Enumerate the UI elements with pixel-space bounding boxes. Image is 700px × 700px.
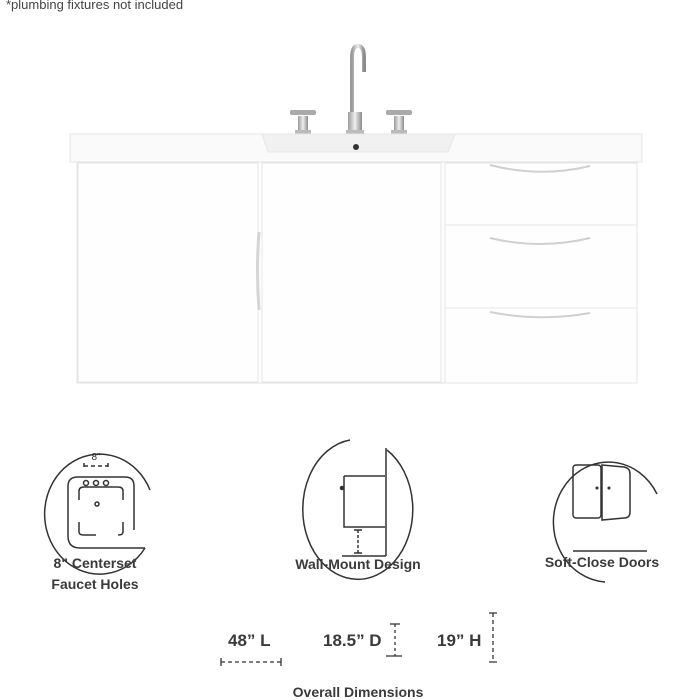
countertop	[70, 134, 642, 162]
height-marker	[489, 613, 497, 662]
feature-label-wall-mount: Wall-Mount Design	[295, 556, 421, 572]
length-dimension: 48” L	[228, 631, 271, 650]
feature-label-soft-close: Soft-Close Doors	[544, 554, 660, 570]
depth-marker	[386, 624, 402, 656]
feature-label-line: Faucet Holes	[51, 576, 139, 592]
plumbing-note: *plumbing fixtures not included	[6, 0, 184, 12]
centerset-spacing-text: 8"	[91, 452, 101, 463]
length-marker	[221, 658, 281, 666]
height-dimension: 19” H	[437, 631, 482, 650]
feature-label-faucet	[35, 553, 155, 595]
feature-label-line: 8" Centerset	[53, 555, 137, 571]
overall-dimensions-caption: Overall Dimensions	[292, 684, 424, 700]
depth-dimension: 18.5” D	[323, 631, 382, 650]
cabinet	[77, 162, 637, 383]
faucet	[290, 46, 412, 135]
